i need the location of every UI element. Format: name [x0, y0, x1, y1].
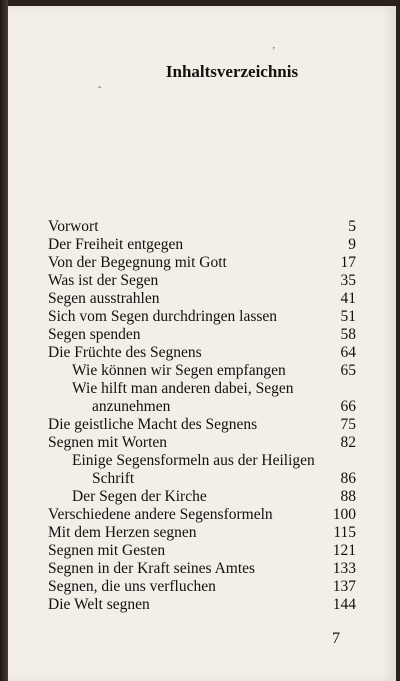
toc-entry-label-continuation: anzunehmen	[92, 398, 171, 415]
book-page	[8, 6, 396, 681]
toc-entry-label: Was ist der Segen	[48, 272, 159, 289]
ink-speck: ʼ	[272, 46, 276, 57]
ink-speck: ˆ	[98, 86, 102, 97]
toc-entry	[48, 506, 356, 524]
toc-entry-label: Segen ausstrahlen	[48, 290, 160, 307]
toc-entry-page: 115	[333, 524, 356, 541]
toc-entry	[48, 488, 356, 506]
toc-entry-label: Segen spenden	[48, 326, 141, 343]
toc-entry	[48, 308, 356, 326]
toc-entry	[48, 254, 356, 272]
toc-entry-label: Segnen mit Worten	[48, 434, 168, 451]
page-number: 7	[332, 630, 340, 647]
toc-entry	[48, 344, 356, 362]
toc-entry-label: Sich vom Segen durchdringen lassen	[48, 308, 278, 325]
toc-entry-label: Die geistliche Macht des Segnens	[48, 416, 258, 433]
toc-entry-continuation	[48, 398, 356, 416]
toc-entry-page: 137	[332, 578, 356, 595]
toc-entry-label: Segnen, die uns verfluchen	[48, 578, 216, 595]
toc-entry	[48, 452, 356, 470]
toc-entry	[48, 578, 356, 596]
toc-entry	[48, 524, 356, 542]
toc-entry-page: 65	[340, 362, 356, 379]
toc-entry-label: Segnen mit Gesten	[48, 542, 166, 559]
toc-entry-page: 9	[348, 236, 356, 253]
toc-entry-label: Vorwort	[48, 218, 99, 235]
toc-entry-label: Mit dem Herzen segnen	[48, 524, 197, 541]
toc-entry-page: 35	[340, 272, 356, 289]
toc-entry-page: 66	[340, 398, 356, 415]
toc-entry-page: 5	[348, 218, 356, 235]
table-of-contents	[48, 218, 356, 614]
toc-entry-page: 144	[332, 596, 356, 613]
toc-entry-page: 133	[332, 560, 356, 577]
toc-entry-page: 88	[340, 488, 356, 505]
toc-entry-page: 17	[340, 254, 356, 271]
toc-entry	[48, 218, 356, 236]
toc-entry-page: 100	[332, 506, 356, 523]
toc-entry-label: Segnen in der Kraft seines Amtes	[48, 560, 256, 577]
toc-entry	[48, 362, 356, 380]
toc-entry-continuation	[48, 470, 356, 488]
toc-entry	[48, 326, 356, 344]
toc-entry-label: Wie hilft man anderen dabei, Segen	[72, 380, 294, 397]
toc-entry	[48, 542, 356, 560]
toc-entry-label: Der Freiheit entgegen	[48, 236, 184, 253]
toc-entry	[48, 272, 356, 290]
toc-entry-page: 121	[332, 542, 356, 559]
toc-entry	[48, 560, 356, 578]
toc-entry-page: 86	[340, 470, 356, 487]
toc-entry-label: Die Früchte des Segnens	[48, 344, 202, 361]
toc-entry-page: 58	[340, 326, 356, 343]
toc-entry-page: 75	[340, 416, 356, 433]
toc-entry-label: Wie können wir Segen empfangen	[72, 362, 286, 379]
toc-entry-label: Die Welt segnen	[48, 596, 150, 613]
toc-entry-page: 41	[340, 290, 356, 307]
toc-entry-label-continuation: Schrift	[92, 470, 135, 487]
book-spine-edge	[0, 0, 8, 681]
toc-entry-label: Der Segen der Kirche	[72, 488, 207, 505]
toc-entry-page: 64	[340, 344, 356, 361]
toc-entry-page: 51	[340, 308, 356, 325]
toc-entry	[48, 236, 356, 254]
toc-entry	[48, 416, 356, 434]
toc-entry	[48, 596, 356, 614]
toc-entry	[48, 380, 356, 398]
toc-entry-page: 82	[340, 434, 356, 451]
toc-entry	[48, 290, 356, 308]
toc-entry	[48, 434, 356, 452]
page-title: Inhaltsverzeichnis	[165, 62, 299, 81]
toc-entry-label: Einige Segensformeln aus der Heiligen	[72, 452, 315, 469]
toc-entry-label: Von der Begegnung mit Gott	[48, 254, 227, 271]
toc-entry-label: Verschiedene andere Segensformeln	[48, 506, 273, 523]
